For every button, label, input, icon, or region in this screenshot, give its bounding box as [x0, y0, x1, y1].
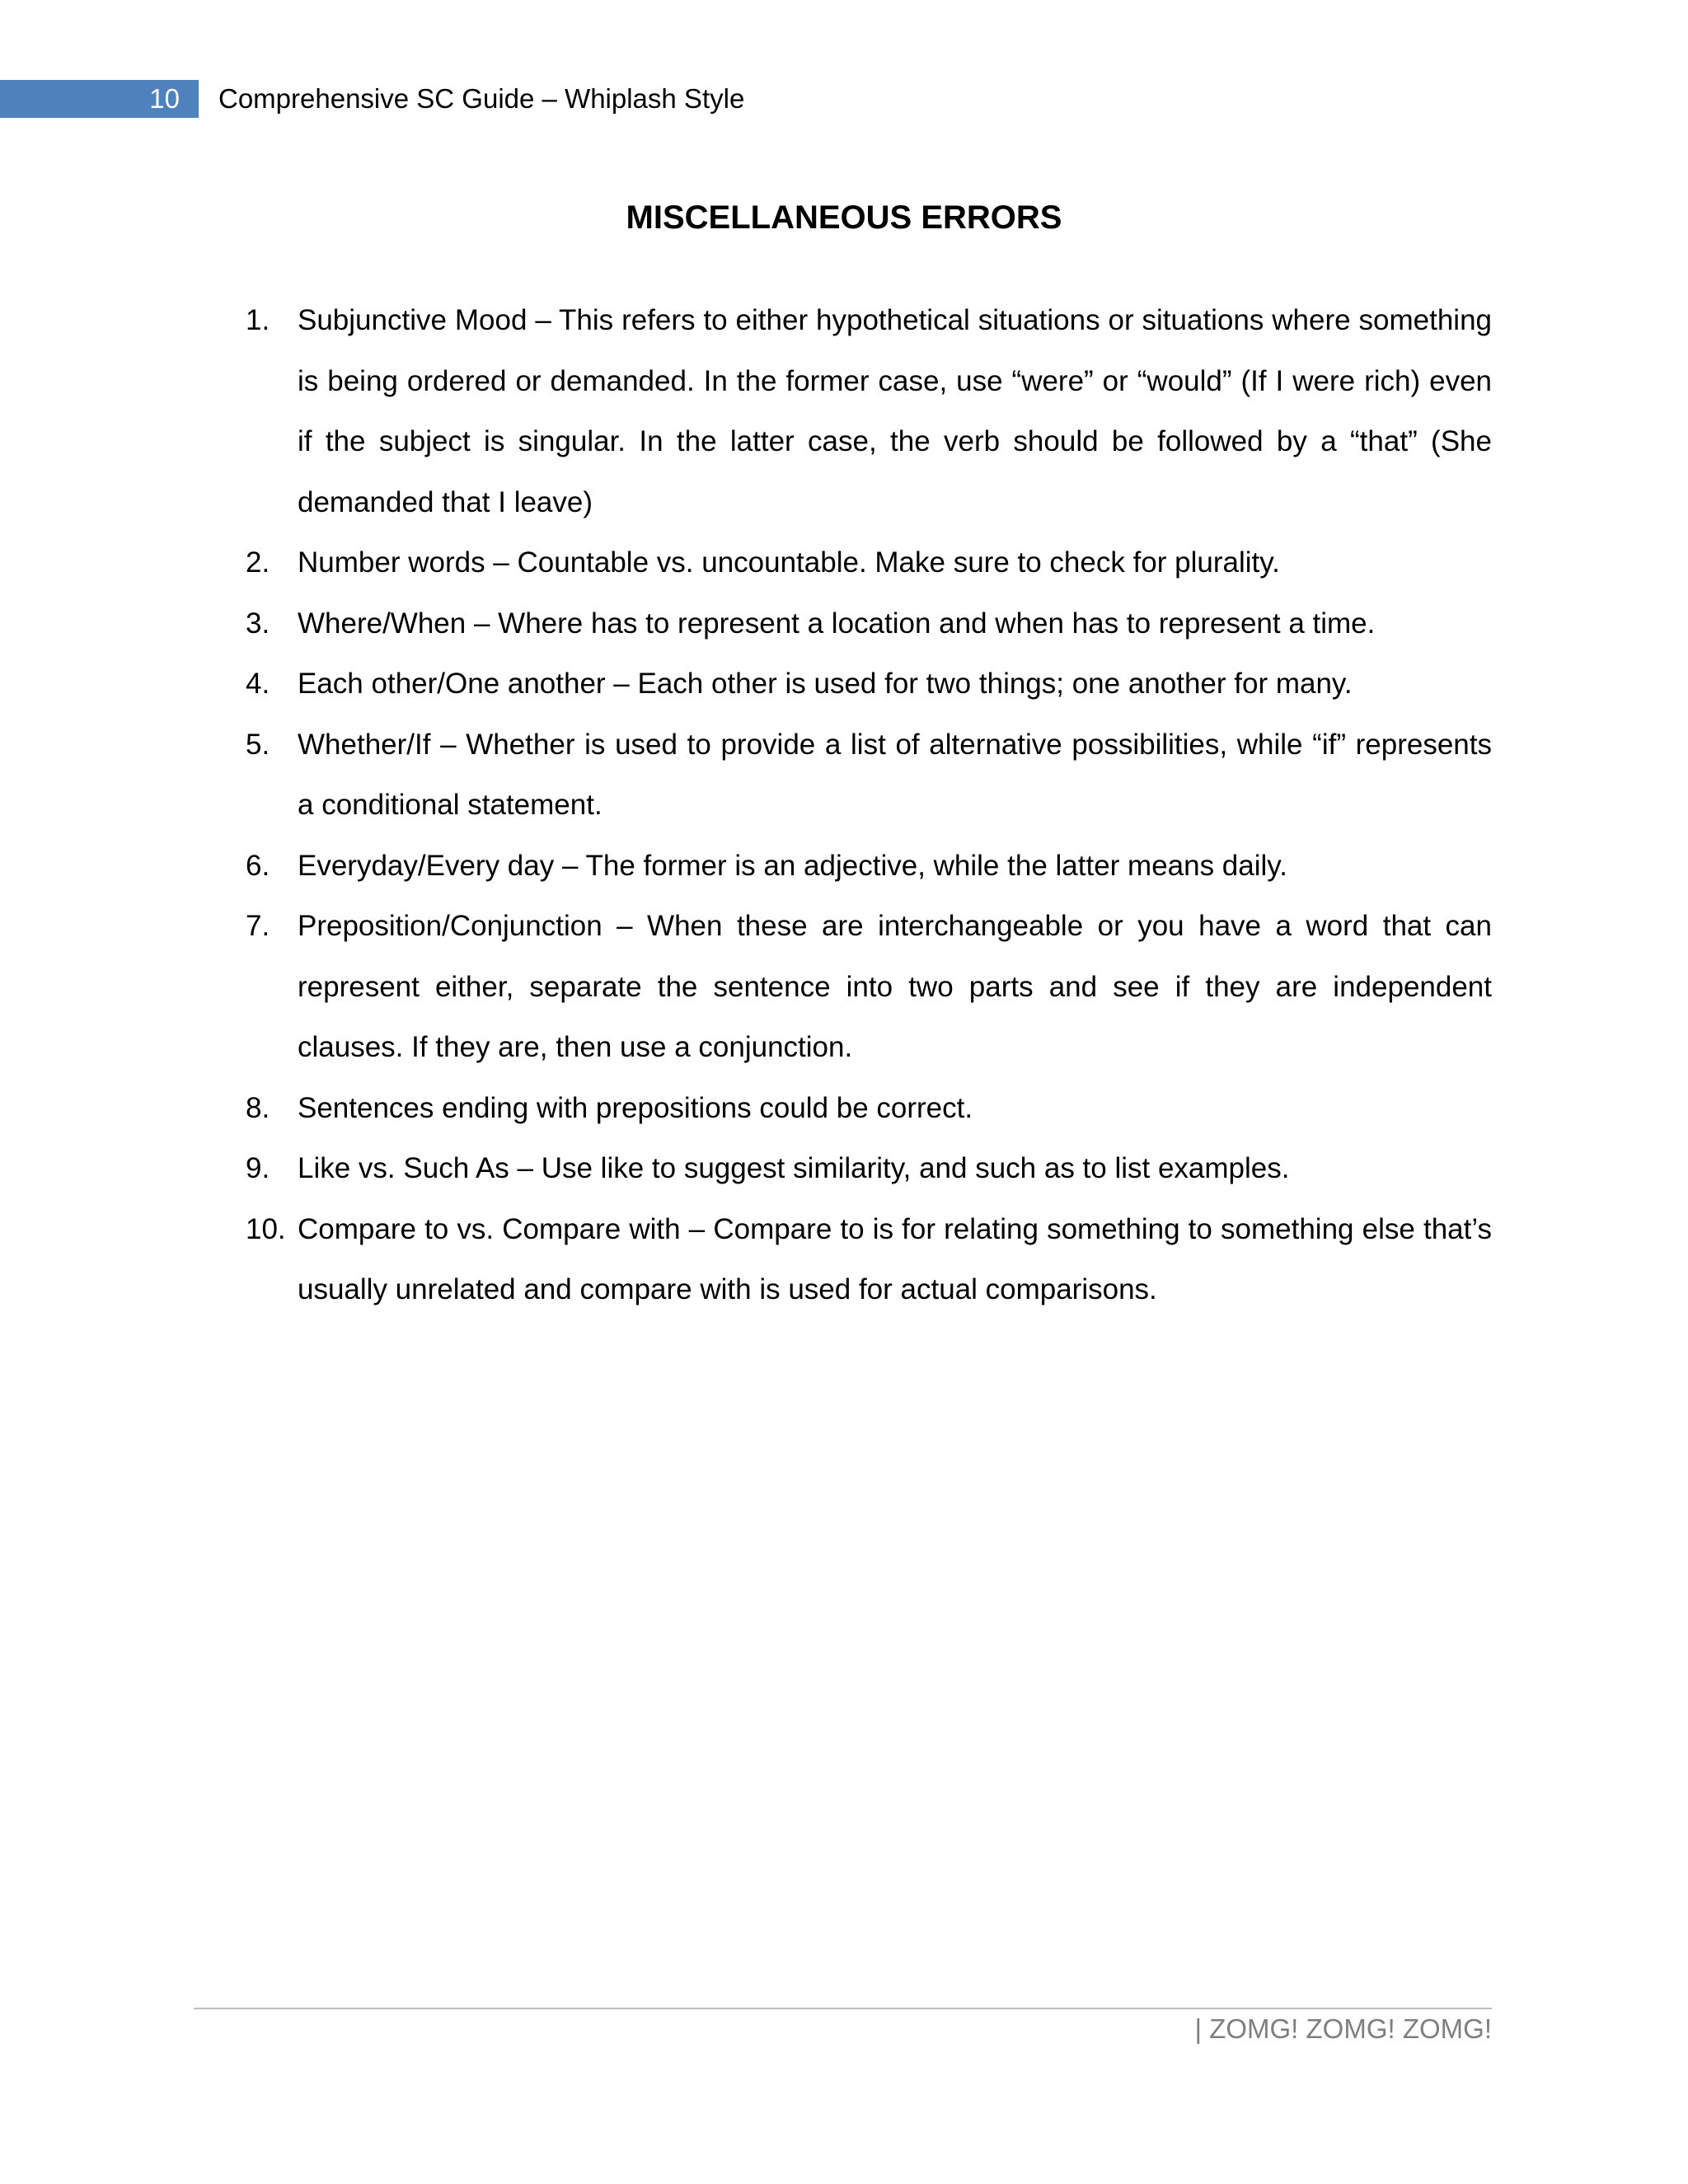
list-item-text: Everyday/Every day – The former is an adjective, while the latter means daily.	[298, 849, 1287, 882]
list-item	[246, 715, 1492, 836]
list-item-number: 1.	[246, 304, 270, 336]
list-item	[246, 1138, 1492, 1199]
list-item-text: Subjunctive Mood – This refers to either hypothetical situations or situations where something is being ordered or demanded. In the former case, use “were” or “would” (If I were rich) even if the subject is singular. In the latter case, the verb should be followed by a “that” (She demanded that I leave)	[298, 304, 1492, 518]
list-item-text: Where/When – Where has to represent a location and when has to represent a time.	[298, 607, 1376, 640]
list-item	[246, 896, 1492, 1078]
footer-text: | ZOMG! ZOMG! ZOMG!	[1194, 2013, 1492, 2044]
list-item-number: 10.	[246, 1212, 286, 1245]
running-title: Comprehensive SC Guide – Whiplash Style	[218, 83, 745, 114]
section-title: MISCELLANEOUS ERRORS	[626, 199, 1062, 236]
list-item-number: 2.	[246, 546, 270, 579]
list-item-text: Whether/If – Whether is used to provide a list of alternative possibilities, while “if” represents a conditional statement.	[298, 728, 1492, 821]
list-item-text: Compare to vs. Compare with – Compare to is for relating something to something else that’s usually unrelated and compare with is used for actual comparisons.	[298, 1212, 1492, 1305]
list-item	[246, 290, 1492, 532]
list-item-number: 9.	[246, 1152, 270, 1184]
list-item-text: Each other/One another – Each other is used for two things; one another for many.	[298, 668, 1353, 700]
list-item-text: Like vs. Such As – Use like to suggest similarity, and such as to list examples.	[298, 1152, 1290, 1184]
list-item-text: Preposition/Conjunction – When these are interchangeable or you have a word that can represent either, separate the sentence into two parts and see if they are independent clauses. If they are, then use a conjunction.	[298, 910, 1492, 1063]
list-item	[246, 1078, 1492, 1139]
list-item	[246, 836, 1492, 897]
list-item-number: 3.	[246, 607, 270, 640]
list-item-text: Sentences ending with prepositions could be correct.	[298, 1091, 973, 1124]
list-item-number: 6.	[246, 849, 270, 882]
list-item	[246, 654, 1492, 715]
list-item	[246, 593, 1492, 654]
list-item-text: Number words – Countable vs. uncountable. Make sure to check for plurality.	[298, 546, 1280, 579]
page-number: 10	[149, 83, 180, 114]
error-list	[246, 290, 1492, 1320]
list-item-number: 5.	[246, 728, 270, 761]
list-item-number: 4.	[246, 668, 270, 700]
list-item-number: 7.	[246, 910, 270, 942]
list-item-number: 8.	[246, 1091, 270, 1124]
list-item	[246, 532, 1492, 593]
list-item	[246, 1199, 1492, 1320]
